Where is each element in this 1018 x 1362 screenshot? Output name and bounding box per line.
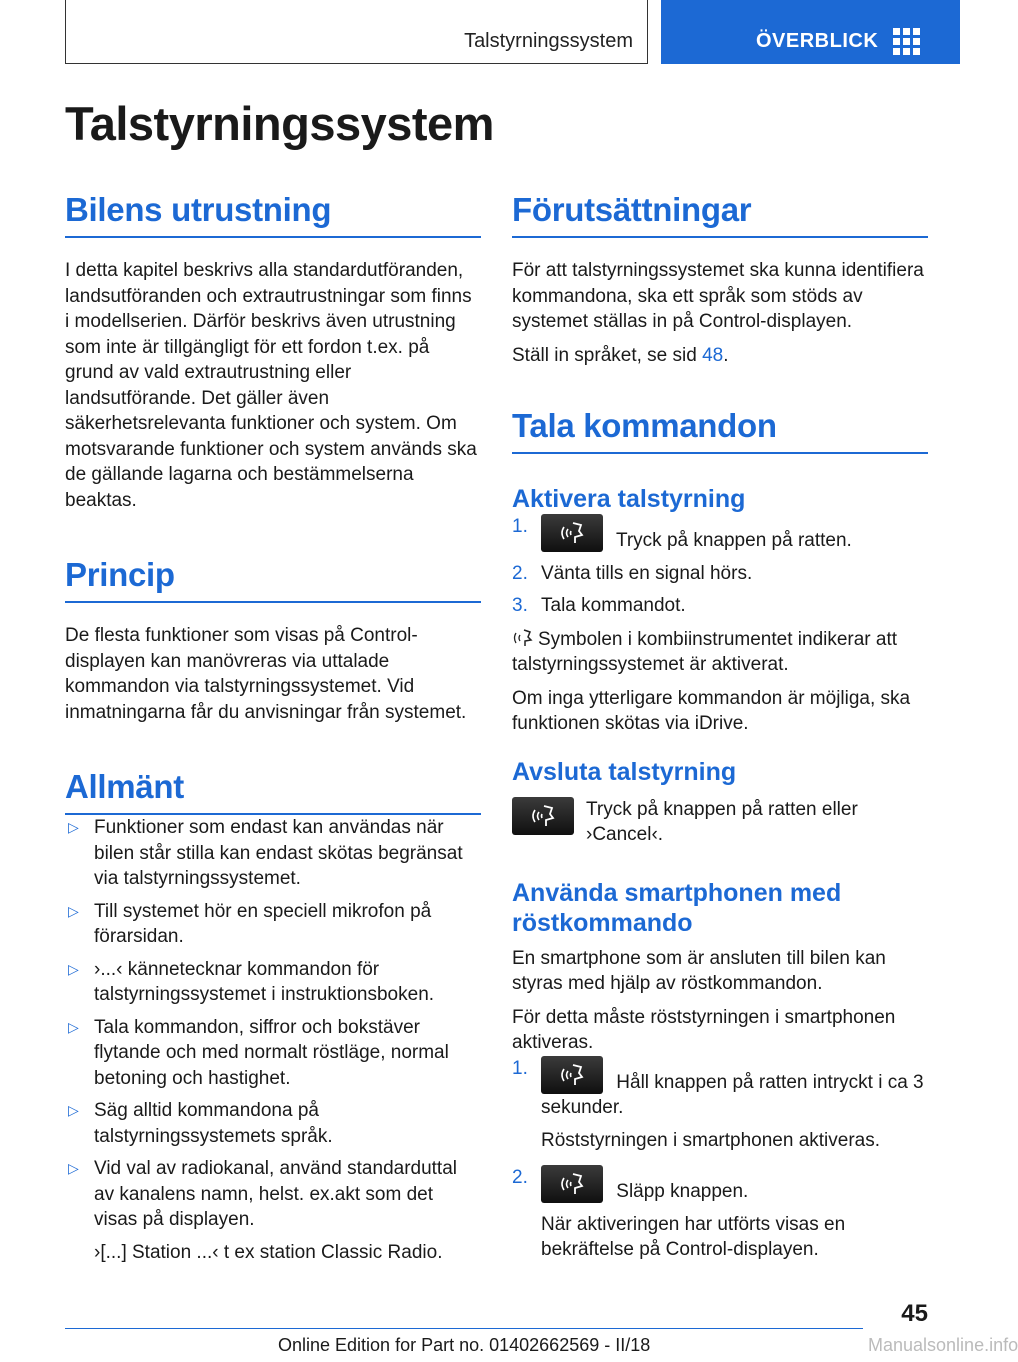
smartphone-steps [512, 1056, 928, 1263]
station-example-note: ›[...] Station ...‹ t ex station Classic Radio. [94, 1241, 443, 1263]
vehicle-equipment-text: I detta kapitel beskrivs alla standardutföranden, landsutföranden och extrautrustningar som finns i modellserien. Därför beskrivs även utrustning som inte är tillgängligt för ett fordon t.ex. på grund av vald extrautrustning eller landsutförande. Det gäller även säkerhetsrelevanta funktioner och system. Om motsvarande funktioner och system används ska de gällande lagarna och bestämmelserna beaktas. [65, 260, 477, 511]
list-item: ▷ Säg alltid kommandona på talstyrningssystemets språk. [68, 1100, 333, 1147]
principle-text: De flesta funktioner som visas på Control-displayen kan manövreras via uttalade kommandon via talstyrningssystemet. Vid inmatningarna får du anvisningar från systemet. [65, 625, 467, 723]
subheading-end-voice: Avsluta talstyrning [512, 757, 737, 786]
list-item: 1. Håll knappen på ratten intryckt i ca 3 sekunder. Röststyrningen i smartphonen aktiveras. [512, 1057, 924, 1151]
prerequisites-text: För att talstyrningssystemet ska kunna identifiera kommandona, ska ett språk som stöds av systemet ställas in på Control-displayen. [512, 260, 924, 332]
triangle-bullet-icon: ▷ [68, 902, 79, 919]
subheading-activate-voice: Aktivera talstyrning [512, 485, 746, 513]
section-heading-vehicle-equipment: Bilens utrustning [65, 188, 481, 238]
footer-divider [65, 1328, 863, 1329]
header-section-title: Talstyrningssystem [464, 30, 633, 52]
list-item: ▷ Vid val av radiokanal, använd standarduttal av kanalens namn, helst. ex.akt som det visas på displayen. [68, 1158, 458, 1230]
list-item: 1. Tryck på knappen på ratten. [512, 516, 852, 551]
voice-symbol-note: Symbolen i kombiinstrumentet indikerar att talstyrningssystemet är aktiverat. [512, 628, 898, 675]
voice-command-button-icon [541, 1165, 603, 1203]
smartphone-text-2: För detta måste röststyrningen i smartphonen aktiveras. [512, 1006, 896, 1053]
overview-nav-label: ÖVERBLICK [756, 30, 879, 52]
end-voice-block [512, 797, 928, 848]
page-number: 45 [901, 1300, 928, 1327]
page-link-48[interactable]: 48 [702, 344, 724, 366]
grid-menu-icon [893, 28, 921, 54]
list-item: ▷ Till systemet hör en speciell mikrofon på förarsidan. [68, 900, 432, 947]
idrive-note: Om inga ytterligare kommandon är möjliga, ska funktionen skötas via iDrive. [512, 687, 911, 734]
activate-steps [512, 514, 928, 619]
section-heading-principle: Princip [65, 553, 481, 603]
smartphone-text-1: En smartphone som är ansluten till bilen kan styras med hjälp av röstkommandon. [512, 947, 886, 994]
subheading-smartphone-voice: Använda smartphonen med röstkommando [512, 878, 842, 937]
triangle-bullet-icon: ▷ [68, 819, 79, 835]
end-voice-text: Tryck på knappen på ratten eller ›Cancel‹. [586, 798, 858, 845]
triangle-bullet-icon: ▷ [68, 1018, 79, 1035]
watermark: Manualsonline.info [868, 1335, 1018, 1355]
header-section-box [65, 0, 648, 64]
triangle-bullet-icon: ▷ [68, 1102, 79, 1118]
edition-text: Online Edition for Part no. 01402662569 - II/18 [278, 1335, 651, 1355]
list-item: 3. Tala kommandot. [512, 595, 686, 616]
list-item: 2. Släpp knappen. När aktiveringen har utförts visas en bekräftelse på Control-displayen. [512, 1167, 846, 1260]
section-heading-prerequisites: Förutsättningar [512, 188, 928, 238]
general-bullet-list [65, 815, 481, 1233]
voice-command-button-icon [512, 797, 574, 835]
triangle-bullet-icon: ▷ [68, 960, 79, 977]
left-column [65, 188, 481, 1265]
section-heading-general: Allmänt [65, 765, 481, 815]
page-title: Talstyrningssystem [65, 97, 494, 150]
overview-nav-button[interactable] [661, 0, 960, 64]
voice-command-button-icon [541, 1056, 603, 1094]
voice-symbol-icon [512, 628, 534, 648]
language-reference: Ställ in språket, se sid 48. [512, 344, 729, 366]
list-item: 2. Vänta tills en signal hörs. [512, 562, 753, 584]
section-heading-speak-commands: Tala kommandon [512, 404, 928, 454]
right-column [512, 188, 928, 1270]
voice-command-button-icon [541, 514, 603, 552]
triangle-bullet-icon: ▷ [68, 1160, 79, 1176]
list-item: ▷ Tala kommandon, siffror och bokstäver flytande och med normalt röstläge, normal betoning och hastighet. [68, 1016, 449, 1089]
list-item: ▷ ›...‹ kännetecknar kommandon för talstyrningssystemet i instruktionsboken. [68, 958, 435, 1005]
list-item: ▷ Funktioner som endast kan användas när bilen står stilla kan endast skötas begränsat via talstyrningssystemet. [68, 817, 463, 889]
